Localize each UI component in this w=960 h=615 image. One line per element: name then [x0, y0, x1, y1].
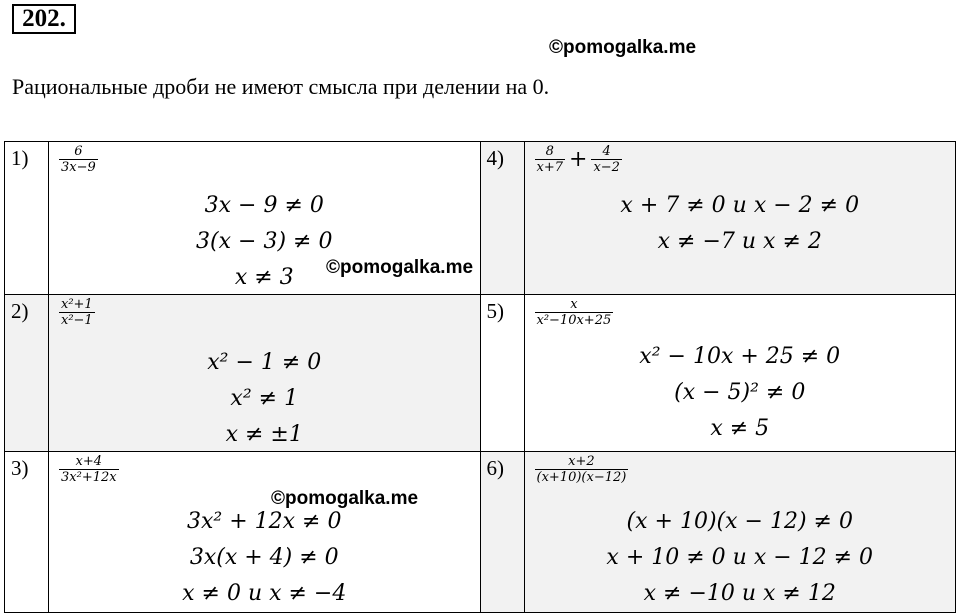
cell-6-step-2: x + 10 ≠ 0 и x − 12 ≠ 0 — [606, 545, 874, 570]
cell-2-step-1: x² − 1 ≠ 0 — [207, 350, 322, 375]
cell-5 — [524, 295, 956, 452]
cell-2-fraction: $\frac{\text{x²+1}}{\text{x²−1}}$ — [61, 297, 93, 328]
cell-2-index: 2) — [5, 295, 49, 452]
cell-5-step-1: x² − 10x + 25 ≠ 0 — [639, 344, 841, 369]
cell-3-fraction: $\frac{x+4}{\text{3x²+12x}}$ — [61, 454, 117, 485]
cell-3-step-2: 3x(x + 4) ≠ 0 — [189, 545, 339, 570]
cell-6 — [524, 452, 956, 613]
cell-5-fraction: $\frac{x}{\text{x²−10x+25}}$ — [536, 297, 612, 328]
cell-5-steps — [525, 339, 956, 447]
cell-6-step-1: (x + 10)(x − 12) ≠ 0 — [626, 509, 853, 534]
cell-4 — [524, 142, 956, 295]
cell-3-steps — [49, 504, 480, 612]
cell-3-index: 3) — [5, 452, 49, 613]
cell-1-index: 1) — [5, 142, 49, 295]
cell-4-fraction-1: $\frac{8}{x+7}$ — [536, 144, 563, 175]
cell-4-step-1: x + 7 ≠ 0 и x − 2 ≠ 0 — [620, 193, 860, 218]
cell-5-index: 5) — [480, 295, 524, 452]
cell-4-plus: + — [569, 147, 588, 172]
watermark-cell-3: ©pomogalka.me — [271, 488, 419, 509]
cell-3-step-3: x ≠ 0 и x ≠ −4 — [182, 581, 347, 606]
intro-text: Рациональные дроби не имеют смысла при делении на 0. — [12, 74, 550, 99]
cell-1-steps — [49, 188, 480, 296]
cell-1-fraction: $\frac{6}{3x-9}$ — [61, 144, 96, 175]
cell-6-step-3: x ≠ −10 и x ≠ 12 — [643, 581, 836, 606]
cell-1 — [49, 142, 481, 295]
cell-6-fraction: $\frac{x+2}{(x+10)(x-12)}$ — [536, 454, 627, 485]
cell-3-step-1: 3x² + 12x ≠ 0 — [187, 509, 342, 534]
cell-5-step-2: (x − 5)² ≠ 0 — [674, 380, 806, 405]
cell-2 — [49, 295, 481, 452]
cell-1-step-2: 3(x − 3) ≠ 0 — [196, 229, 333, 254]
cell-6-index: 6) — [480, 452, 524, 613]
solutions-table — [4, 141, 956, 613]
problem-number: 202. — [12, 4, 76, 34]
cell-4-fraction-2: $\frac{4}{x-2}$ — [593, 144, 620, 175]
cell-5-step-3: x ≠ 5 — [710, 416, 770, 441]
cell-2-step-3: x ≠ ±1 — [225, 422, 303, 447]
cell-2-step-2: x² ≠ 1 — [230, 386, 299, 411]
cell-3 — [49, 452, 481, 613]
cell-4-step-2: x ≠ −7 и x ≠ 2 — [657, 229, 822, 254]
cell-4-steps — [525, 188, 956, 260]
watermark-top: ©pomogalka.me — [549, 37, 697, 58]
cell-6-steps — [525, 504, 956, 612]
watermark-cell-1: ©pomogalka.me — [326, 257, 474, 278]
cell-2-steps — [49, 345, 480, 453]
cell-1-step-3: x ≠ 3 — [234, 265, 294, 290]
cell-1-step-1: 3x − 9 ≠ 0 — [204, 193, 324, 218]
cell-4-index: 4) — [480, 142, 524, 295]
